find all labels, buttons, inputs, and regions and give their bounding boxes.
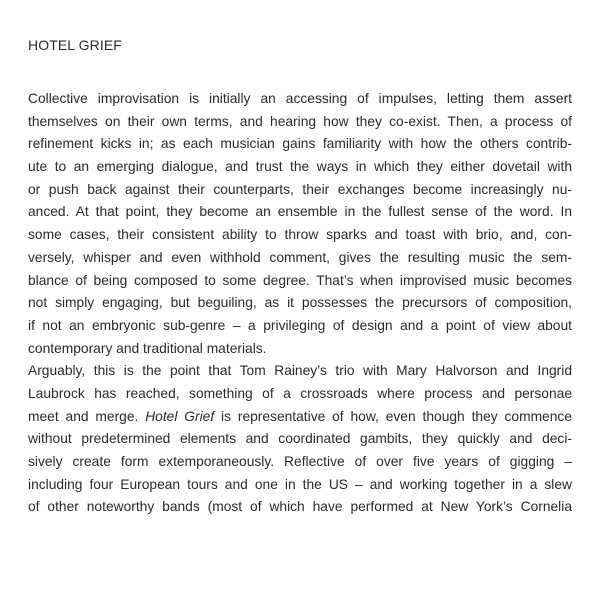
- text-segment: meet and merge.: [28, 408, 146, 424]
- album-title-italic: Hotel Grief: [145, 408, 215, 424]
- text-line: or push back against their counterparts, their exchanges become increasingly nu-: [28, 181, 572, 197]
- text-line: Arguably, this is the point that Tom Rainey’s trio with Mary Halvorson and Ingrid: [28, 363, 572, 379]
- text-line: contemporary and traditional materials.: [28, 340, 267, 356]
- document-page: [28, 35, 572, 519]
- text-line: if not an embryonic sub-genre – a privileging of design and a point of view about: [28, 317, 572, 333]
- text-line: anced. At that point, they become an ensemble in the fullest sense of the word. In: [28, 204, 572, 220]
- body-text: [28, 88, 572, 519]
- text-line: some cases, their consistent ability to throw sparks and toast with brio, and, con-: [28, 227, 572, 243]
- text-segment: is representative of how, even though they commence: [214, 408, 572, 424]
- text-line: not simply engaging, but beguiling, as it possesses the precursors of composition,: [28, 295, 572, 311]
- text-line: ute to an emerging dialogue, and trust the ways in which they either dovetail with: [28, 159, 572, 175]
- text-line: including four European tours and one in the US – and working together in a slew: [28, 476, 572, 492]
- text-line: without predetermined elements and coordinated gambits, they quickly and deci-: [28, 431, 572, 447]
- text-line: versely, whisper and even withhold comment, gives the resulting music the sem-: [28, 249, 572, 265]
- text-line: sively create form extemporaneously. Reflective of over five years of gigging –: [28, 454, 572, 469]
- text-line: Laubrock has reached, something of a crossroads where process and personae: [28, 385, 572, 401]
- text-line: refinement kicks in; as each musician gains familiarity with how the others contrib-: [28, 136, 572, 152]
- text-line: [28, 406, 572, 429]
- text-line: of other noteworthy bands (most of which have performed at New York’s Cornelia: [28, 499, 572, 515]
- document-title: HOTEL GRIEF: [28, 37, 122, 53]
- text-line: themselves on their own terms, and hearing how they co-exist. Then, a process of: [28, 113, 572, 129]
- text-line: blance of being composed to some degree. That’s when improvised music becomes: [28, 272, 572, 288]
- text-line: Collective improvisation is initially an accessing of impulses, letting them assert: [28, 91, 572, 106]
